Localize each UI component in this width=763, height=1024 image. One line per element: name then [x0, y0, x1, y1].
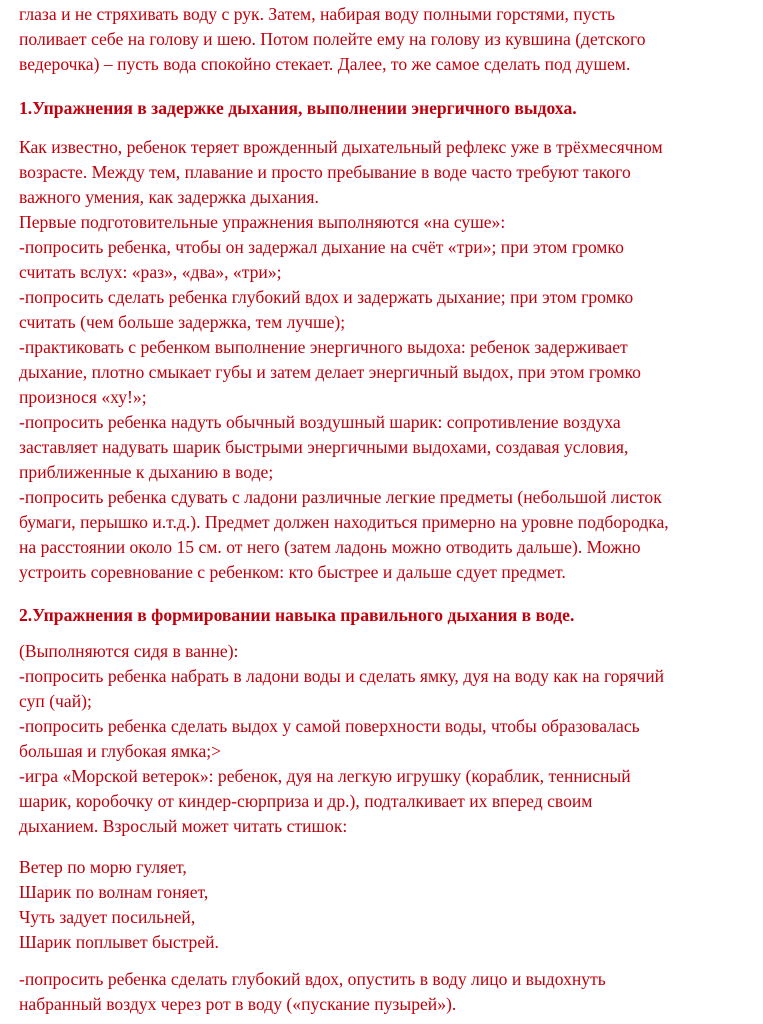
section-1-heading: 1.Упражнения в задержке дыхания, выполнении энергичного выдоха.	[19, 98, 577, 118]
section-2-outro: -попросить ребенка сделать глубокий вдох, опустить в воду лицо и выдохнуть набранный воздух через рот в воду («пускание пузырей»).	[19, 969, 606, 1014]
poem: Ветер по морю гуляет, Шарик по волнам гоняет, Чуть задует посильней, Шарик поплывет быстрей.	[19, 857, 219, 952]
spacer	[19, 955, 749, 967]
spacer	[19, 77, 749, 96]
section-2-body: (Выполняются сидя в ванне): -попросить ребенка набрать в ладони воды и сделать ямку, дуя на воду как на горячий суп (чай); -попросить ребенка сделать выдох у самой поверхности воды, чтобы образовалась большая и глубокая ямка;> -игра «Морской ветерок»: ребенок, дуя на легкую игрушку (кораблик, теннисный шарик, коробочку от киндер-сюрприза и др.), подталкивает их вперед своим дыханием. Взрослый может читать стишок:	[19, 641, 665, 836]
section-2-heading: 2.Упражнения в формировании навыка правильного дыхания в воде.	[19, 605, 575, 625]
section-1-body: Как известно, ребенок теряет врожденный дыхательный рефлекс уже в трёхмесячном возрасте. Между тем, плавание и просто пребывание в воде часто требуют такого важного умения, как задержка дыхания. Первые подготовительные упражнения выполняются «на суше»: -попросить ребенка, чтобы он задержал дыхание на счёт «три»; при этом громко считать вслух: «раз», «два», «три»; -попросить сделать ребенка глубокий вдох и задержать дыхание; при этом громко считать (чем больше задержка, тем лучше); -практиковать с ребенком выполнение энергичного выдоха: ребенок задерживает дыхание, плотно смыкает губы и затем делает энергичный выдох, при этом громко произнося «ху!»; -попросить ребенка надуть обычный воздушный шарик: сопротивление воздуха заставляет надувать шарик быстрыми энергичными выдохами, создавая условия, приближенные к дыханию в воде; -попросить ребенка сдувать с ладони различные легкие предметы (небольшой листок бумаги, перышко и.т.д.). Предмет должен находиться примерно на уровне подбородка, на расстоянии около 15 см. от него (затем ладонь можно отводить дальше). Можно устроить соревнование с ребенком: кто быстрее и дальше сдует предмет.	[19, 137, 669, 582]
intro-paragraph: глаза и не стряхивать воду с рук. Затем, набирая воду полными горстями, пусть поливает себе на голову и шею. Потом полейте ему на голову из кувшина (детского ведерочка) – пусть вода спокойно стекает. Далее, то же самое сделать под душем.	[19, 4, 646, 74]
spacer	[19, 839, 749, 855]
spacer	[19, 585, 749, 603]
document-page	[19, 2, 749, 1017]
spacer	[19, 121, 749, 135]
spacer	[19, 628, 749, 639]
